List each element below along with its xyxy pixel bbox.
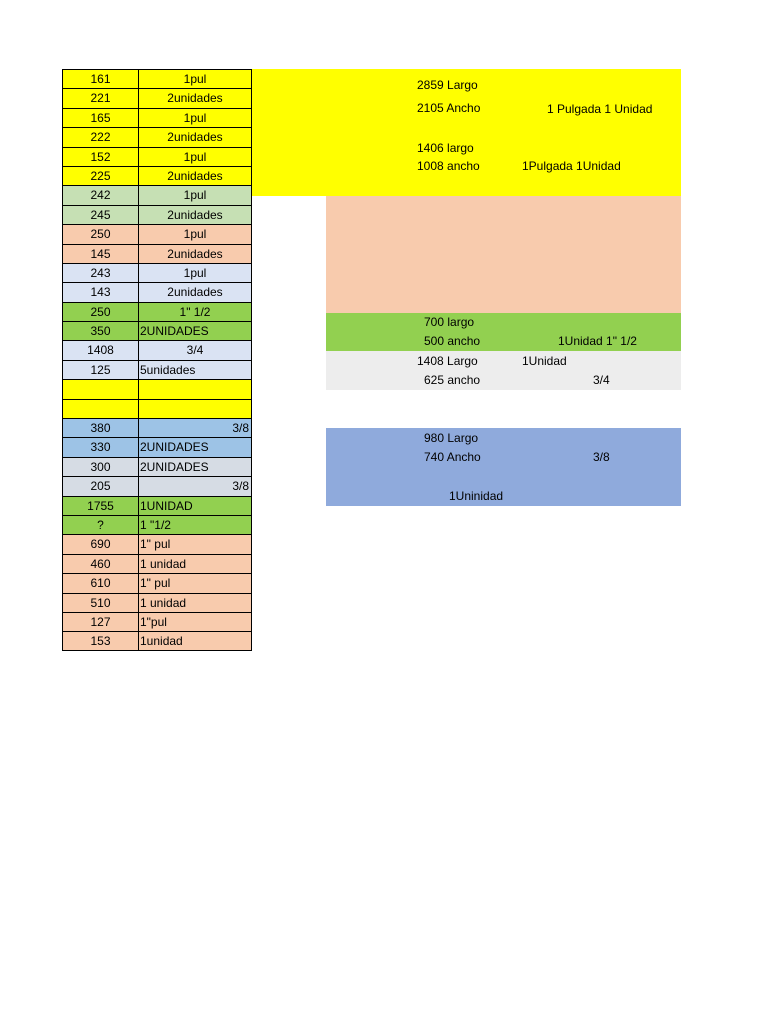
measure-cell[interactable]: 460 [62, 554, 138, 573]
spec-cell[interactable]: 2UNIDADES [138, 437, 252, 456]
gray-unit: 1Unidad [522, 354, 567, 368]
table-row [62, 379, 252, 398]
spec-cell[interactable]: 1pul [138, 108, 252, 127]
table-row [62, 108, 252, 127]
spec-cell[interactable]: 1"pul [138, 612, 252, 631]
table-row [62, 515, 252, 534]
measure-cell[interactable]: ? [62, 515, 138, 534]
gray-summary-block [326, 351, 681, 390]
measure-cell[interactable] [62, 379, 138, 398]
yellow-spec-1: 1 Pulgada 1 Unidad [547, 102, 653, 116]
measure-cell[interactable]: 145 [62, 244, 138, 263]
measure-cell[interactable]: 205 [62, 476, 138, 495]
measure-cell[interactable]: 510 [62, 593, 138, 612]
gray-length: 1408 Largo [417, 354, 478, 368]
blue-length: 980 Largo [424, 431, 479, 445]
table-row [62, 399, 252, 418]
spec-cell[interactable]: 2unidades [138, 88, 252, 107]
spec-cell[interactable]: 2unidades [138, 244, 252, 263]
spec-cell[interactable]: 2unidades [138, 127, 252, 146]
measure-cell[interactable]: 245 [62, 205, 138, 224]
spec-cell[interactable]: 2UNIDADES [138, 321, 252, 340]
quantity-table [62, 69, 252, 651]
spec-cell[interactable] [138, 379, 252, 398]
spec-cell[interactable]: 3/8 [138, 476, 252, 495]
table-row [62, 496, 252, 515]
spec-cell[interactable]: 1" pul [138, 534, 252, 553]
measure-cell[interactable]: 127 [62, 612, 138, 631]
table-row [62, 612, 252, 631]
table-row [62, 321, 252, 340]
spec-cell[interactable]: 1pul [138, 224, 252, 243]
peach-summary-block [326, 196, 681, 313]
yellow-length-2: 1406 largo [417, 141, 474, 155]
spec-cell[interactable] [138, 399, 252, 418]
spec-cell[interactable]: 1 unidad [138, 554, 252, 573]
table-row [62, 476, 252, 495]
spec-cell[interactable]: 1" 1/2 [138, 302, 252, 321]
table-row [62, 205, 252, 224]
spec-cell[interactable]: 1 "1/2 [138, 515, 252, 534]
measure-cell[interactable]: 143 [62, 282, 138, 301]
table-row [62, 166, 252, 185]
table-row [62, 340, 252, 359]
table-row [62, 185, 252, 204]
measure-cell[interactable]: 350 [62, 321, 138, 340]
spec-cell[interactable]: 1 unidad [138, 593, 252, 612]
measure-cell[interactable]: 222 [62, 127, 138, 146]
table-row [62, 69, 252, 88]
spec-cell[interactable]: 1pul [138, 69, 252, 88]
table-row [62, 263, 252, 282]
spec-cell[interactable]: 1unidad [138, 631, 252, 650]
spec-cell[interactable]: 2unidades [138, 205, 252, 224]
table-row [62, 302, 252, 321]
yellow-width-2: 1008 ancho [417, 159, 480, 173]
yellow-spec-2: 1Pulgada 1Unidad [522, 159, 621, 173]
spec-cell[interactable]: 1pul [138, 147, 252, 166]
table-row [62, 360, 252, 379]
table-row [62, 573, 252, 592]
blue-width: 740 Ancho [424, 450, 481, 464]
measure-cell[interactable]: 243 [62, 263, 138, 282]
measure-cell[interactable]: 250 [62, 302, 138, 321]
measure-cell[interactable]: 330 [62, 437, 138, 456]
table-row [62, 418, 252, 437]
table-row [62, 593, 252, 612]
spec-cell[interactable]: 2unidades [138, 282, 252, 301]
spec-cell[interactable]: 3/8 [138, 418, 252, 437]
blue-spec: 3/8 [593, 450, 610, 464]
measure-cell[interactable]: 690 [62, 534, 138, 553]
green-length: 700 largo [424, 315, 475, 329]
measure-cell[interactable]: 221 [62, 88, 138, 107]
spec-cell[interactable]: 1pul [138, 263, 252, 282]
measure-cell[interactable]: 242 [62, 185, 138, 204]
table-row [62, 147, 252, 166]
spec-cell[interactable]: 3/4 [138, 340, 252, 359]
table-row [62, 631, 252, 650]
measure-cell[interactable]: 1408 [62, 340, 138, 359]
table-row [62, 127, 252, 146]
green-spec: 1Unidad 1" 1/2 [558, 334, 637, 348]
spec-cell[interactable]: 1" pul [138, 573, 252, 592]
yellow-length-1: 2859 Largo [417, 78, 478, 92]
measure-cell[interactable]: 152 [62, 147, 138, 166]
measure-cell[interactable]: 125 [62, 360, 138, 379]
yellow-width-1: 2105 Ancho [417, 101, 481, 115]
gray-width: 625 ancho [424, 373, 481, 387]
table-row [62, 554, 252, 573]
measure-cell[interactable]: 161 [62, 69, 138, 88]
measure-cell[interactable]: 165 [62, 108, 138, 127]
spec-cell[interactable]: 2UNIDADES [138, 457, 252, 476]
measure-cell[interactable]: 380 [62, 418, 138, 437]
spec-cell[interactable]: 1pul [138, 185, 252, 204]
spec-cell[interactable]: 1UNIDAD [138, 496, 252, 515]
table-row [62, 88, 252, 107]
measure-cell[interactable] [62, 399, 138, 418]
blue-summary-block [326, 428, 681, 506]
table-row [62, 224, 252, 243]
table-row [62, 282, 252, 301]
measure-cell[interactable]: 610 [62, 573, 138, 592]
measure-cell[interactable]: 300 [62, 457, 138, 476]
measure-cell[interactable]: 250 [62, 224, 138, 243]
blue-unit: 1Uninidad [449, 489, 504, 503]
gray-spec: 3/4 [593, 373, 610, 387]
measure-cell[interactable]: 1755 [62, 496, 138, 515]
table-row [62, 534, 252, 553]
measure-cell[interactable]: 225 [62, 166, 138, 185]
table-row [62, 437, 252, 456]
spec-cell[interactable]: 5unidades [138, 360, 252, 379]
green-width: 500 ancho [424, 334, 481, 348]
spec-cell[interactable]: 2unidades [138, 166, 252, 185]
table-row [62, 244, 252, 263]
table-row [62, 457, 252, 476]
measure-cell[interactable]: 153 [62, 631, 138, 650]
